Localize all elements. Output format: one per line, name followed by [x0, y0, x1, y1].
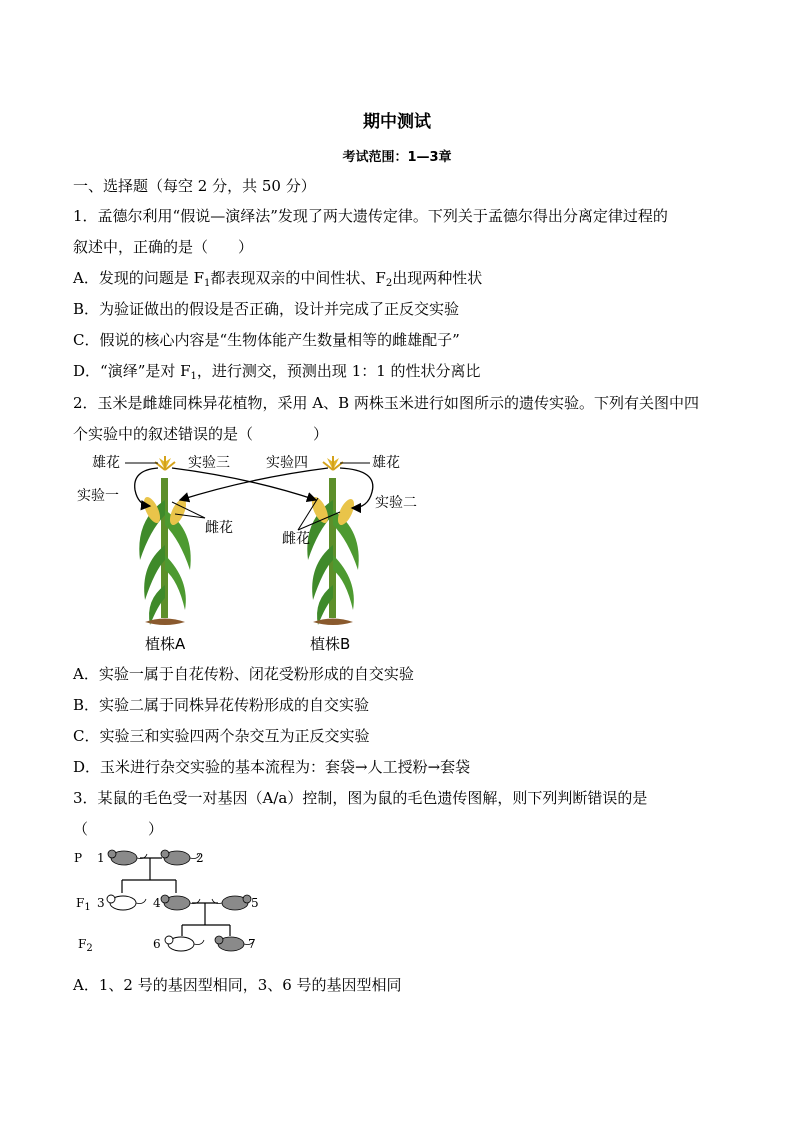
gen-label-p: P	[74, 851, 83, 865]
label-male-flower-left: 雄花	[92, 455, 120, 471]
q2-option-a[interactable]: A．实验一属于自花传粉、闭花受粉形成的自交实验	[73, 665, 414, 683]
label-plant-b: 植株B	[310, 635, 351, 653]
mouse-2-gray-icon	[161, 850, 200, 865]
mouse-3-white-icon	[107, 895, 146, 910]
q1-a-mid: 都表现双亲的中间性状、F	[210, 269, 386, 287]
q3-stem-line2: （ ）	[73, 820, 164, 838]
q2-option-d[interactable]: D．玉米进行杂交实验的基本流程为：套袋→人工授粉→套袋	[73, 758, 471, 776]
q2-stem-line1: 2．玉米是雌雄同株异花植物，采用 A、B 两株玉米进行如图所示的遗传实验。下列有关图中四	[73, 394, 699, 412]
label-exp3: 实验三	[188, 455, 230, 471]
q3-option-a[interactable]: A．1、2 号的基因型相同，3、6 号的基因型相同	[73, 976, 402, 994]
section-heading: 一、选择题（每空 2 分，共 50 分）	[73, 177, 316, 195]
label-exp4: 实验四	[266, 455, 308, 471]
gen-label-f2	[78, 937, 93, 956]
gen-label-f1	[76, 896, 91, 915]
exam-scope: 考试范围：1—3章	[342, 150, 452, 165]
mouse-6-white-icon	[165, 936, 204, 951]
q1-stem-line2: 叙述中，正确的是（ ）	[73, 238, 254, 256]
q1-d-pre: D．“演绎”是对 F	[73, 362, 191, 380]
label-exp1: 实验一	[77, 488, 119, 504]
q2-option-c[interactable]: C．实验三和实验四两个杂交互为正反交实验	[73, 727, 370, 745]
gen-f2-sub: 2	[86, 943, 93, 954]
gen-f1-main: F	[76, 896, 85, 910]
q1-a-sub1: 1	[204, 278, 211, 289]
mouse-number-5: 5	[251, 896, 259, 910]
label-female-flower-left: 雌花	[205, 520, 233, 536]
q1-stem-line1: 1．孟德尔利用“假说—演绎法”发现了两大遗传定律。下列关于孟德尔得出分离定律过程的	[73, 207, 668, 225]
q1-a-sub2: 2	[385, 278, 393, 289]
label-female-flower-right: 雌花	[282, 531, 310, 547]
q1-a-post: 出现两种性状	[392, 269, 483, 287]
q3-stem-line1: 3．某鼠的毛色受一对基因（A/a）控制，图为鼠的毛色遗传图解，则下列判断错误的是	[73, 789, 648, 807]
mouse-number-3: 3	[97, 896, 105, 910]
mouse-number-4: 4	[153, 896, 161, 910]
q1-d-post: ，进行测交，预测出现 1：1 的性状分离比	[196, 362, 481, 380]
label-male-flower-right: 雄花	[372, 455, 400, 471]
q2-stem-line2: 个实验中的叙述错误的是（ ）	[73, 425, 329, 443]
gen-f1-sub: 1	[84, 902, 91, 913]
q1-a-pre: A．发现的问题是 F	[73, 269, 205, 287]
page-title: 期中测试	[363, 112, 431, 132]
mouse-number-2: 2	[196, 851, 204, 865]
q2-option-b[interactable]: B．实验二属于同株异花传粉形成的自交实验	[73, 696, 370, 714]
q1-option-c[interactable]: C．假说的核心内容是“生物体能产生数量相等的雌雄配子”	[73, 331, 460, 349]
label-plant-a: 植株A	[145, 635, 186, 653]
q1-d-sub: 1	[190, 371, 197, 382]
gen-f2-main: F	[78, 937, 87, 951]
mouse-number-1: 1	[97, 851, 105, 865]
mouse-number-7: 7	[248, 937, 256, 951]
q1-option-b[interactable]: B．为验证做出的假设是否正确，设计并完成了正反交实验	[73, 300, 460, 318]
label-exp2: 实验二	[375, 495, 417, 511]
mouse-number-6: 6	[153, 937, 161, 951]
